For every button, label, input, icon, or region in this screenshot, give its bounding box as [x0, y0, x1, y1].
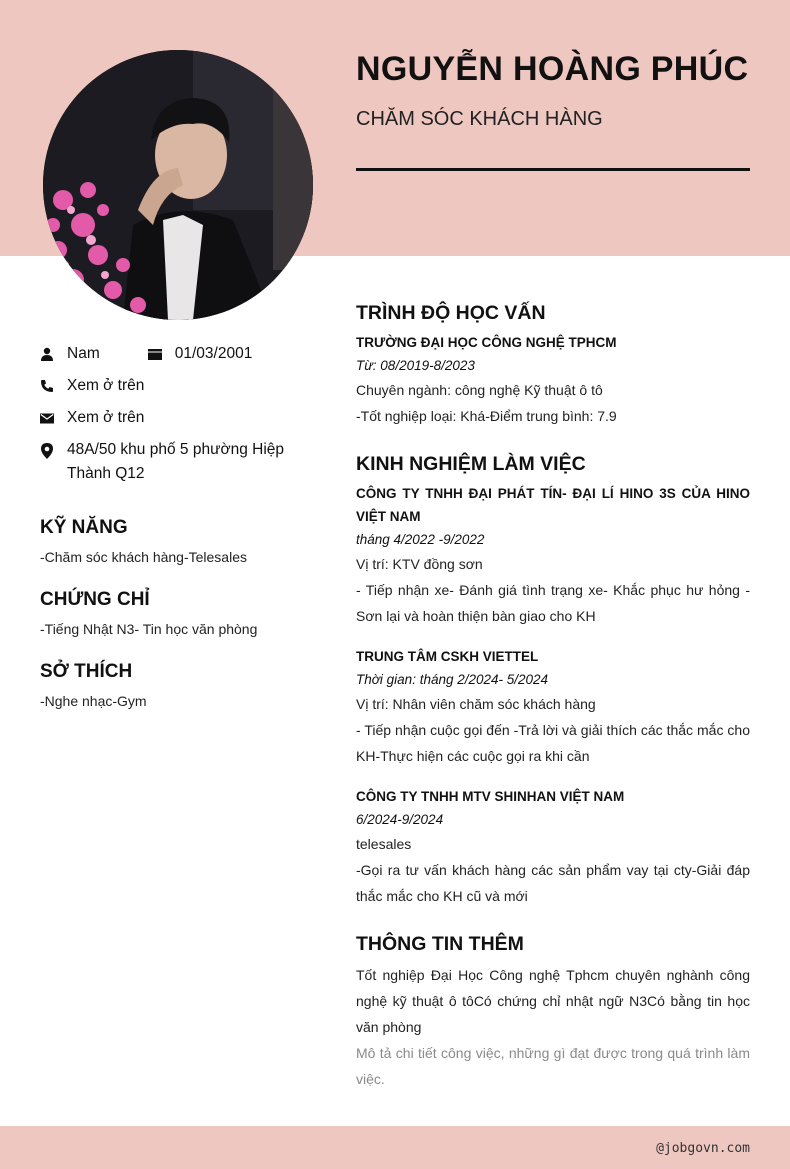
education-line: Chuyên ngành: công nghệ Kỹ thuật ô tô — [356, 382, 603, 398]
gender-dob-row — [40, 342, 310, 366]
dob-value: 01/03/2001 — [174, 345, 253, 362]
phone-row — [40, 374, 310, 398]
school-name: TRƯỜNG ĐẠI HỌC CÔNG NGHỆ TPHCM — [356, 335, 617, 350]
left-column — [40, 342, 310, 733]
gender-item — [40, 342, 100, 366]
skills-text: -Chăm sóc khách hàng-Telesales — [40, 549, 247, 565]
job-entry — [356, 482, 750, 629]
education-heading: TRÌNH ĐỘ HỌC VẤN — [356, 302, 546, 324]
calendar-icon — [148, 347, 162, 361]
site-watermark: @jobgovn.com — [656, 1141, 750, 1156]
additional-info-placeholder: Mô tả chi tiết công việc, những gì đạt được trong quá trình làm việc. — [356, 1045, 750, 1087]
job-line: Vị trí: KTV đồng sơn — [356, 556, 483, 572]
location-pin-icon — [40, 443, 54, 457]
certificates-text: -Tiếng Nhật N3- Tin học văn phòng — [40, 621, 258, 637]
experience-heading: KINH NGHIỆM LÀM VIỆC — [356, 453, 586, 475]
person-icon — [40, 347, 54, 361]
education-period: Từ: 08/2019-8/2023 — [356, 358, 475, 373]
gender-value: Nam — [67, 345, 100, 362]
job-period: 6/2024-9/2024 — [356, 812, 444, 827]
candidate-name: NGUYỄN HOÀNG PHÚC — [356, 50, 749, 88]
hobbies-text: -Nghe nhạc-Gym — [40, 693, 147, 709]
job-entry — [356, 645, 750, 769]
job-line: - Tiếp nhận cuộc gọi đến -Trả lời và giải thích các thắc mắc cho KH-Thực hiện các cuộc gọi ra khi cần — [356, 722, 750, 764]
right-column — [356, 302, 750, 1092]
job-entry — [356, 785, 750, 909]
address-value: 48A/50 khu phố 5 phường Hiệp Thành Q12 — [67, 441, 285, 482]
mail-icon — [40, 411, 54, 425]
profile-photo — [43, 50, 313, 320]
email-row — [40, 406, 310, 430]
job-period: Thời gian: tháng 2/2024- 5/2024 — [356, 672, 549, 687]
company-name: TRUNG TÂM CSKH VIETTEL — [356, 649, 539, 664]
phone-icon — [40, 379, 54, 393]
company-name: CÔNG TY TNHH MTV SHINHAN VIỆT NAM — [356, 789, 625, 804]
company-name: CÔNG TY TNHH ĐẠI PHÁT TÍN- ĐẠI LÍ HINO 3S CỦA HINO VIỆT NAM — [356, 486, 750, 524]
education-line: -Tốt nghiệp loại: Khá-Điểm trung bình: 7.9 — [356, 408, 617, 424]
job-line: Vị trí: Nhân viên chăm sóc khách hàng — [356, 696, 596, 712]
job-line: telesales — [356, 836, 412, 852]
address-row — [40, 438, 310, 486]
additional-info-heading: THÔNG TIN THÊM — [356, 933, 524, 955]
additional-info-text: Tốt nghiệp Đại Học Công nghệ Tphcm chuyên nghành công nghệ kỹ thuật ô tôCó chứng chỉ nhật ngữ N3Có bằng tin học văn phòng — [356, 967, 750, 1035]
hobbies-heading: SỞ THÍCH — [40, 661, 133, 682]
certificates-heading: CHỨNG CHỈ — [40, 589, 150, 610]
email-value: Xem ở trên — [67, 409, 145, 426]
job-period: tháng 4/2022 -9/2022 — [356, 532, 485, 547]
title-divider — [356, 168, 750, 171]
job-title: CHĂM SÓC KHÁCH HÀNG — [356, 108, 603, 130]
skills-heading: KỸ NĂNG — [40, 517, 128, 538]
job-line: - Tiếp nhận xe- Đánh giá tình trạng xe- Khắc phục hư hỏng - Sơn lại và hoàn thiện bàn giao cho KH — [356, 582, 750, 624]
phone-value: Xem ở trên — [67, 377, 145, 394]
dob-item — [148, 342, 253, 366]
job-line: -Gọi ra tư vấn khách hàng các sản phẩm vay tại cty-Giải đáp thắc mắc cho KH cũ và mới — [356, 862, 750, 904]
